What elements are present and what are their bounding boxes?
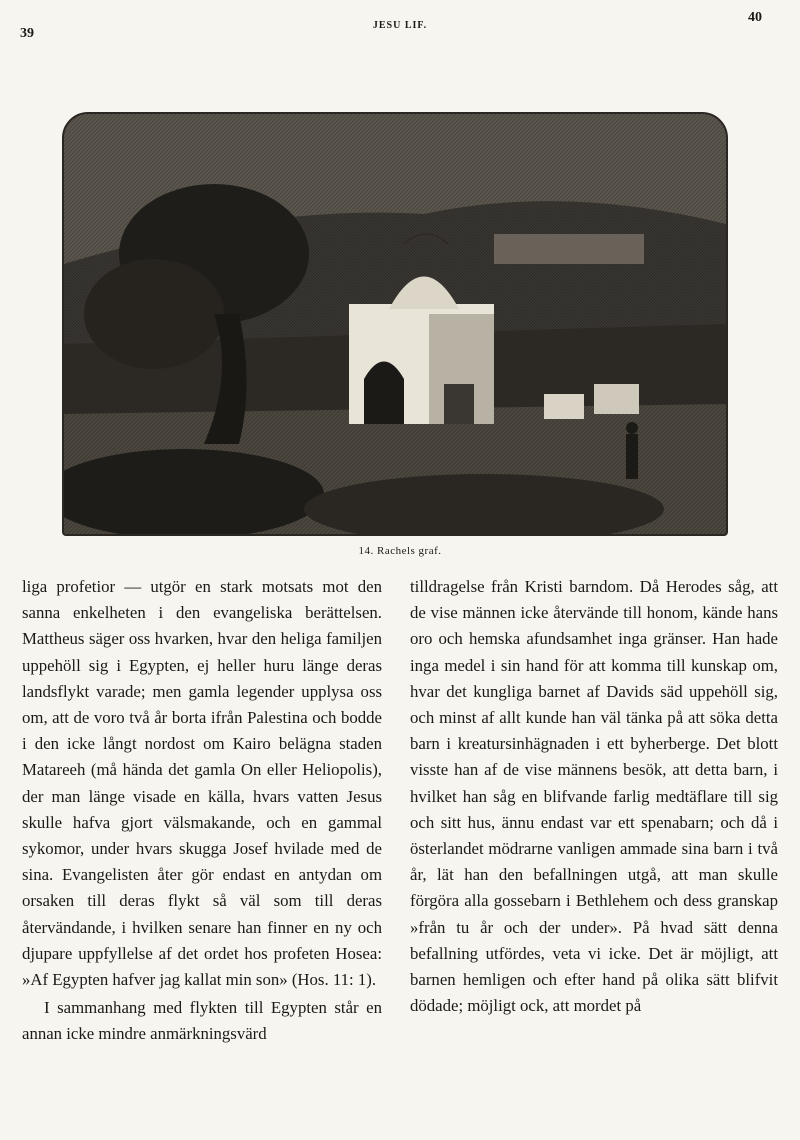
paragraph: I sammanhang med flykten till Egypten står en annan icke mindre anmärkningsvärd xyxy=(22,998,382,1044)
page-number-right: 40 xyxy=(748,10,762,25)
paragraph: tilldragelse från Kristi barndom. Då Herodes såg, att de vise männen icke återvände till honom, kände hans oro och hemska afundsamhet inga gränser. Han hade inga medel i sin hand för att komma till kunskap om, hvar det kungliga barnet af Davids säd uppehöll sig, och minst af allt kunde han väl tänka på att söka detta barn i kreatursinhägnaden i ett byherberge. Det blott visste han af de vise männens besök, att detta barn, i hvilket han såg en blifvande farlig medtäflare till sig och sitt hus, ännu endast var ett spenabarn; och då i österlandet mödrarne vanligen ammade sina barn i två år, lät han den befallningen utgå, att man skulle förgöra alla gossebarn i Bethlehem och dess granskap »från tu år och der under». På hvad sätt denna befallning utfördes, veta vi icke. Det är möjligt, att barnen hemligen och efter hand på olika sätt blifvit dödade; möjligt ock, att mordet på xyxy=(410,577,778,1016)
tomb-landscape-picture xyxy=(64,114,726,534)
right-text-column xyxy=(410,574,778,1019)
engraving-rachels-tomb xyxy=(62,112,728,536)
page-number-left: 39 xyxy=(20,26,34,41)
illustration-caption: 14. Rachels graf. xyxy=(358,545,442,557)
running-title: JESU LIF. xyxy=(372,20,428,31)
paragraph: liga profetior — utgör en stark motsats mot den sanna enkelheten i den evangeliska berättelsen. Mattheus säger oss hvarken, hvar den heliga familjen uppehöll sig i Egypten, ej heller huru länge deras landsflykt varade; men gamla legender upplysa oss om, att de voro två år borta ifrån Palestina och bodde i den icke långt nordost om Kairo belägna staden Matareeh (må hända det gamla On eller Heliopolis), der man länge visade en källa, hvars vatten Jesus skulle hafva gjort välsmakande, och en gammal sykomor, under hvars skugga Josef hvilade med de sina. Evangelisten åter gör endast en antydan om orsaken till deras flykt så väl som till deras återvändande, i hvilken senare han finner en ny och djupare uppfyllelse af det ordet hos profeten Hosea: »Af Egypten hafver jag kallat min son» (Hos. 11: 1). xyxy=(22,577,382,990)
left-text-column xyxy=(22,574,382,1048)
